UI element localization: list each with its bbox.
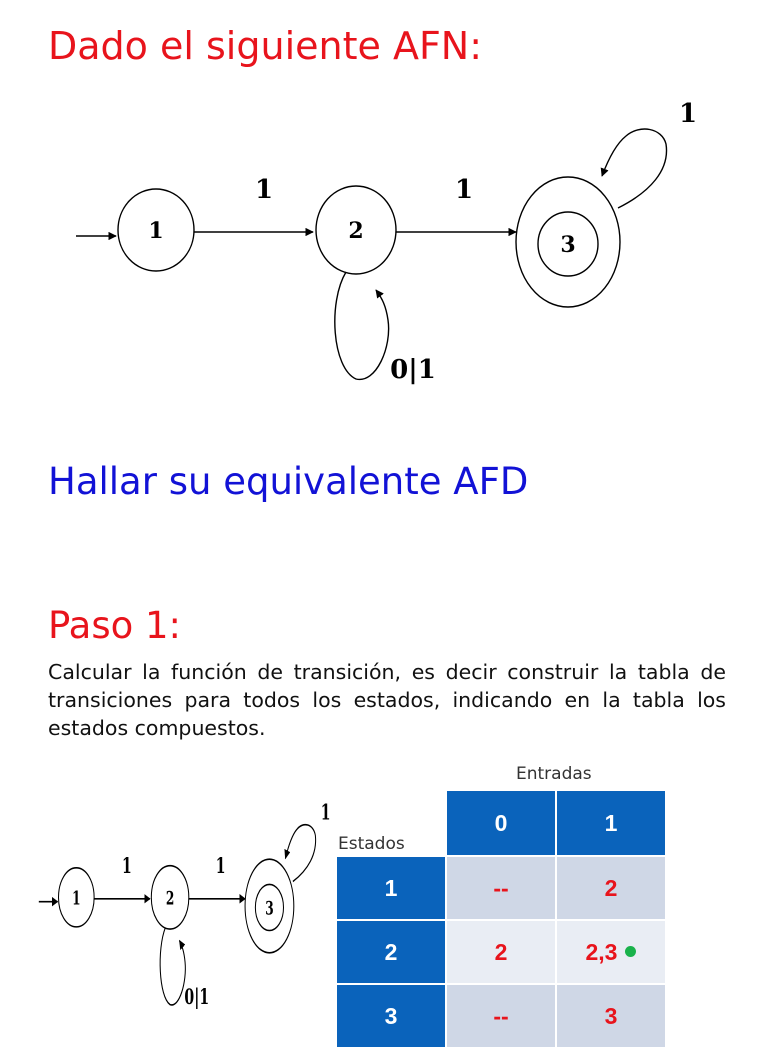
loop-state-2	[335, 272, 389, 379]
loop-state-2-label: 0|1	[390, 355, 436, 385]
state-1-label: 1	[148, 218, 164, 244]
transition-cell: 3	[556, 984, 666, 1048]
input-header-1: 1	[556, 790, 666, 856]
small-state-2-label: 2	[165, 886, 175, 910]
step-description: Calcular la función de transición, es decir construir la tabla de transiciones para todos los estados, indicando en la tabla los estados compuestos.	[48, 660, 726, 740]
table-row	[336, 856, 666, 920]
step-heading: Paso 1:	[48, 604, 182, 647]
table-row	[336, 920, 666, 984]
transition-1-2-label: 1	[254, 175, 274, 205]
afn-diagram-small	[36, 798, 336, 1014]
small-transition-2-3-label: 1	[215, 853, 226, 879]
transition-cell-value: 2,3	[585, 938, 618, 965]
table-row	[336, 984, 666, 1048]
row-state-label: 1	[336, 856, 446, 920]
transition-cell-compound	[556, 920, 666, 984]
table-header-row	[336, 790, 666, 856]
state-3-label: 3	[560, 232, 576, 258]
transition-2-3-label: 1	[454, 175, 474, 205]
small-loop-state-2-label: 0|1	[184, 984, 210, 1010]
transition-cell: 2	[446, 920, 556, 984]
states-axis-label: Estados	[338, 834, 405, 854]
small-loop-state-3-label: 1	[320, 800, 331, 826]
transition-cell: 2	[556, 856, 666, 920]
transition-cell: --	[446, 984, 556, 1048]
row-state-label: 3	[336, 984, 446, 1048]
small-state-1-label: 1	[72, 886, 81, 910]
input-header-0: 0	[446, 790, 556, 856]
state-2-label: 2	[348, 218, 364, 244]
transition-cell: --	[446, 856, 556, 920]
table-corner	[336, 790, 446, 856]
loop-state-3	[602, 129, 667, 208]
subtitle: Hallar su equivalente AFD	[48, 460, 529, 503]
small-transition-1-2-label: 1	[122, 853, 132, 879]
slide-title: Dado el siguiente AFN:	[48, 24, 483, 68]
transition-table	[336, 790, 666, 1048]
loop-state-3-label: 1	[678, 99, 698, 129]
compound-state-marker-icon	[625, 946, 636, 957]
row-state-label: 2	[336, 920, 446, 984]
small-state-3-label: 3	[265, 896, 274, 920]
afn-diagram-large	[70, 92, 710, 392]
inputs-axis-label: Entradas	[516, 764, 592, 784]
